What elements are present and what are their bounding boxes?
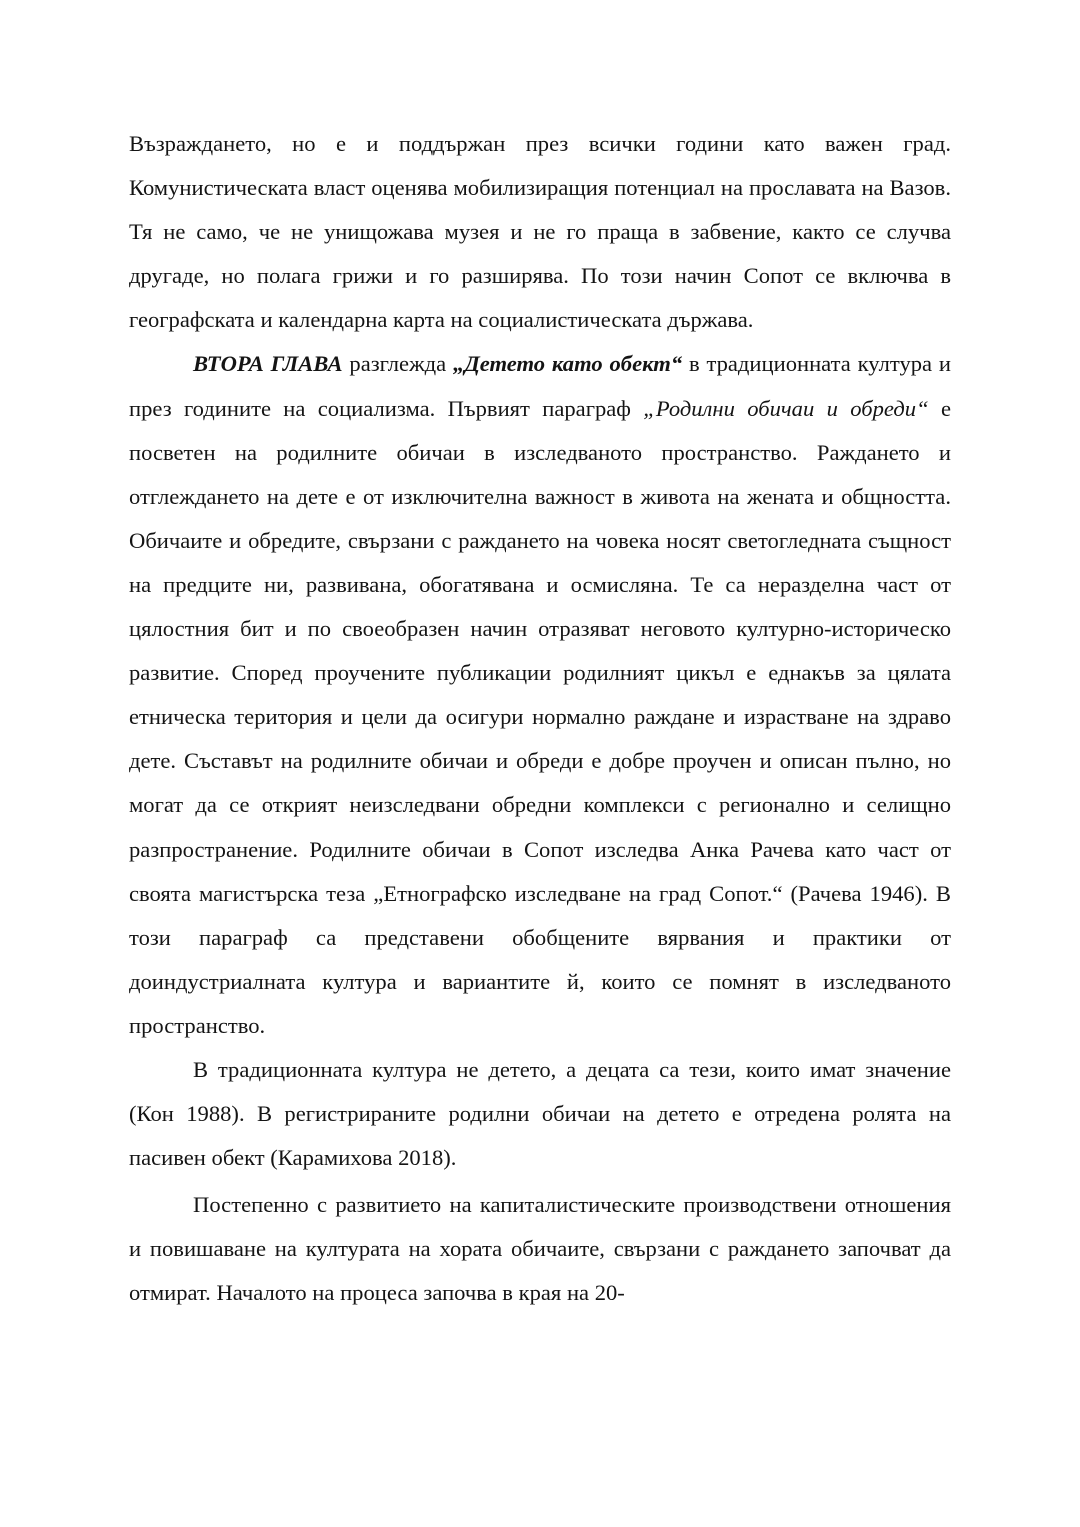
paragraph-1 (129, 122, 951, 342)
paragraph-2 (129, 342, 951, 1048)
section-title: „Родилни обичаи и обреди“ (643, 395, 929, 421)
paragraph-4 (129, 1183, 951, 1315)
paragraph-1-text: Възраждането, но е и поддържан през всички години като важен град. Комунистическата власт оценява мобилизиращия потенциал на прославата на Вазов. Тя не само, че не унищожава музея и не го праща в забвение, както се случва другаде, но полага грижи и го разширява. По този начин Сопот се включва в географската и календарна карта на социалистическата държава. (129, 131, 951, 333)
paragraph-3 (129, 1048, 951, 1180)
chapter-heading: ВТОРА ГЛАВА (193, 351, 343, 377)
paragraph-3-text: В традиционната култура не детето, а децата са тези, които имат значение (Кон 1988). В регистрираните родилни обичаи на детето е отредена ролята на пасивен обект (Карамихова 2018). (129, 1056, 951, 1171)
body-text (129, 122, 951, 1316)
paragraph-2-segment-2: в традиционната култура и през годините на социализма. Първият параграф (129, 351, 951, 421)
paragraph-4-text: Постепенно с развитието на капиталистическите производствени отношения и повишаване на културата на хората обичаите, свързани с раждането започват да отмират. Началото на процеса започва в края на 20- (129, 1192, 951, 1306)
paragraph-2-segment-1: разглежда (342, 351, 454, 377)
paragraph-2-segment-3: е посветен на родилните обичаи в изследваното пространство. Раждането и отглеждането на дете е от изключителна важност в живота на жената и общността. Обичаите и обредите, свързани с раждането на човека носят светогледната същност на предците ни, развивана, обогатявана и осмисляна. Те са неразделна част от цялостния бит и по своеобразен начин отразяват неговото културно-историческо развитие. Според проучените публикации родилният цикъл е еднакъв за цялата етническа територия и цели да осигури нормално раждане и израстване на здраво дете. Съставът на родилните обичаи и обреди е добре проучен и описан пълно, но могат да се открият неизследвани обредни комплекси с регионално и селищно разпространение. Родилните обичаи в Сопот изследва Анка Рачева като част от своята магистърска теза „Етнографско изследване на град Сопот.“ (Рачева 1946). В този параграф са представени обобщените вярвания и практики от доиндустриалната култура и вариантите й, които се помнят в изследваното пространство. (129, 395, 951, 1038)
chapter-topic: „Детето като обект“ (453, 351, 683, 377)
